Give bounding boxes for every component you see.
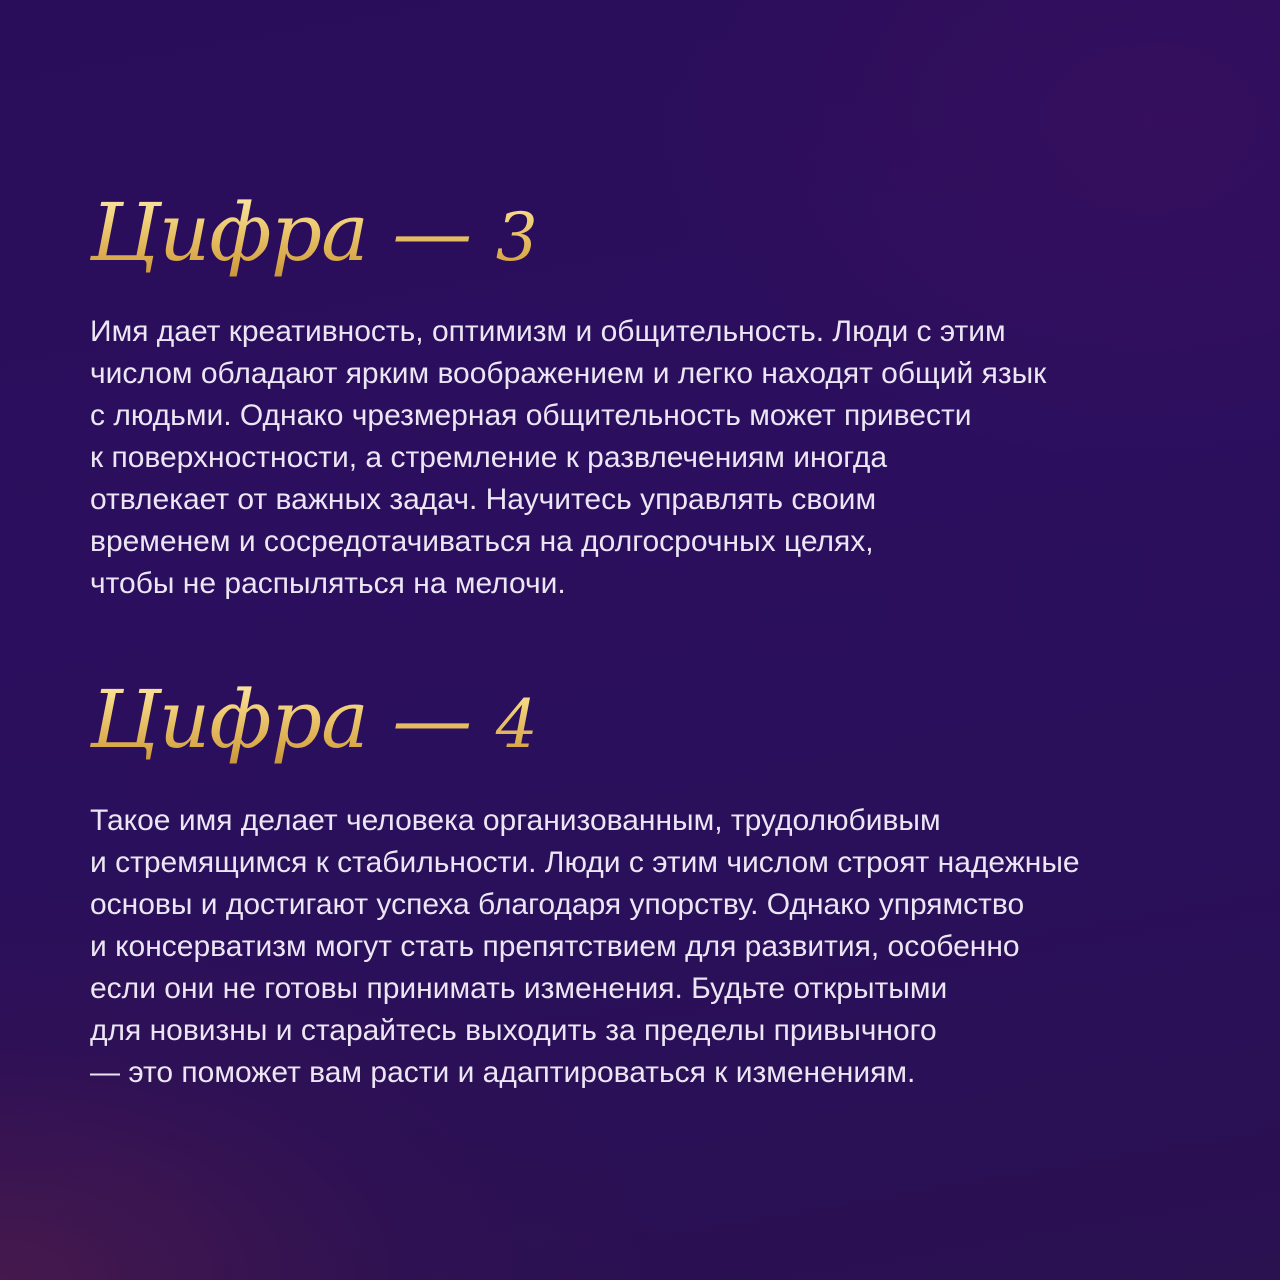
body-line: к поверхностности, а стремление к развлечениям иногда <box>90 441 888 474</box>
section-heading <box>90 665 1240 780</box>
heading-dash: — <box>392 186 472 279</box>
body-line: для новизны и старайтесь выходить за пределы привычного <box>90 1014 937 1047</box>
body-line: — это поможет вам расти и адаптироваться к изменениям. <box>90 1056 916 1089</box>
section-number-3 <box>90 178 1240 605</box>
section-number-4 <box>90 665 1240 1094</box>
body-line: временем и сосредотачиваться на долгосрочных целях, <box>90 525 874 558</box>
heading-number: 3 <box>495 199 537 276</box>
body-line: если они не готовы принимать изменения. Будьте открытыми <box>90 972 948 1005</box>
body-line: и стремящимся к стабильности. Люди с этим числом строят надежные <box>90 846 1080 879</box>
body-line: отвлекает от важных задач. Научитесь управлять своим <box>90 483 877 516</box>
section-body <box>90 311 1240 605</box>
body-line: основы и достигают успеха благодаря упорству. Однако упрямство <box>90 888 1025 921</box>
heading-number: 4 <box>495 686 537 763</box>
heading-word: Цифра <box>90 673 368 766</box>
heading-dash: — <box>392 673 472 766</box>
section-body <box>90 800 1240 1094</box>
heading-word: Цифра <box>90 186 368 279</box>
body-line: Имя дает креативность, оптимизм и общительность. Люди с этим <box>90 315 1006 348</box>
body-line: и консерватизм могут стать препятствием для развития, особенно <box>90 930 1020 963</box>
body-line: с людьми. Однако чрезмерная общительность может привести <box>90 399 972 432</box>
body-line: чтобы не распыляться на мелочи. <box>90 567 566 600</box>
body-line: Такое имя делает человека организованным, трудолюбивым <box>90 804 941 837</box>
body-line: числом обладают ярким воображением и легко находят общий язык <box>90 357 1047 390</box>
section-heading <box>90 178 1240 293</box>
